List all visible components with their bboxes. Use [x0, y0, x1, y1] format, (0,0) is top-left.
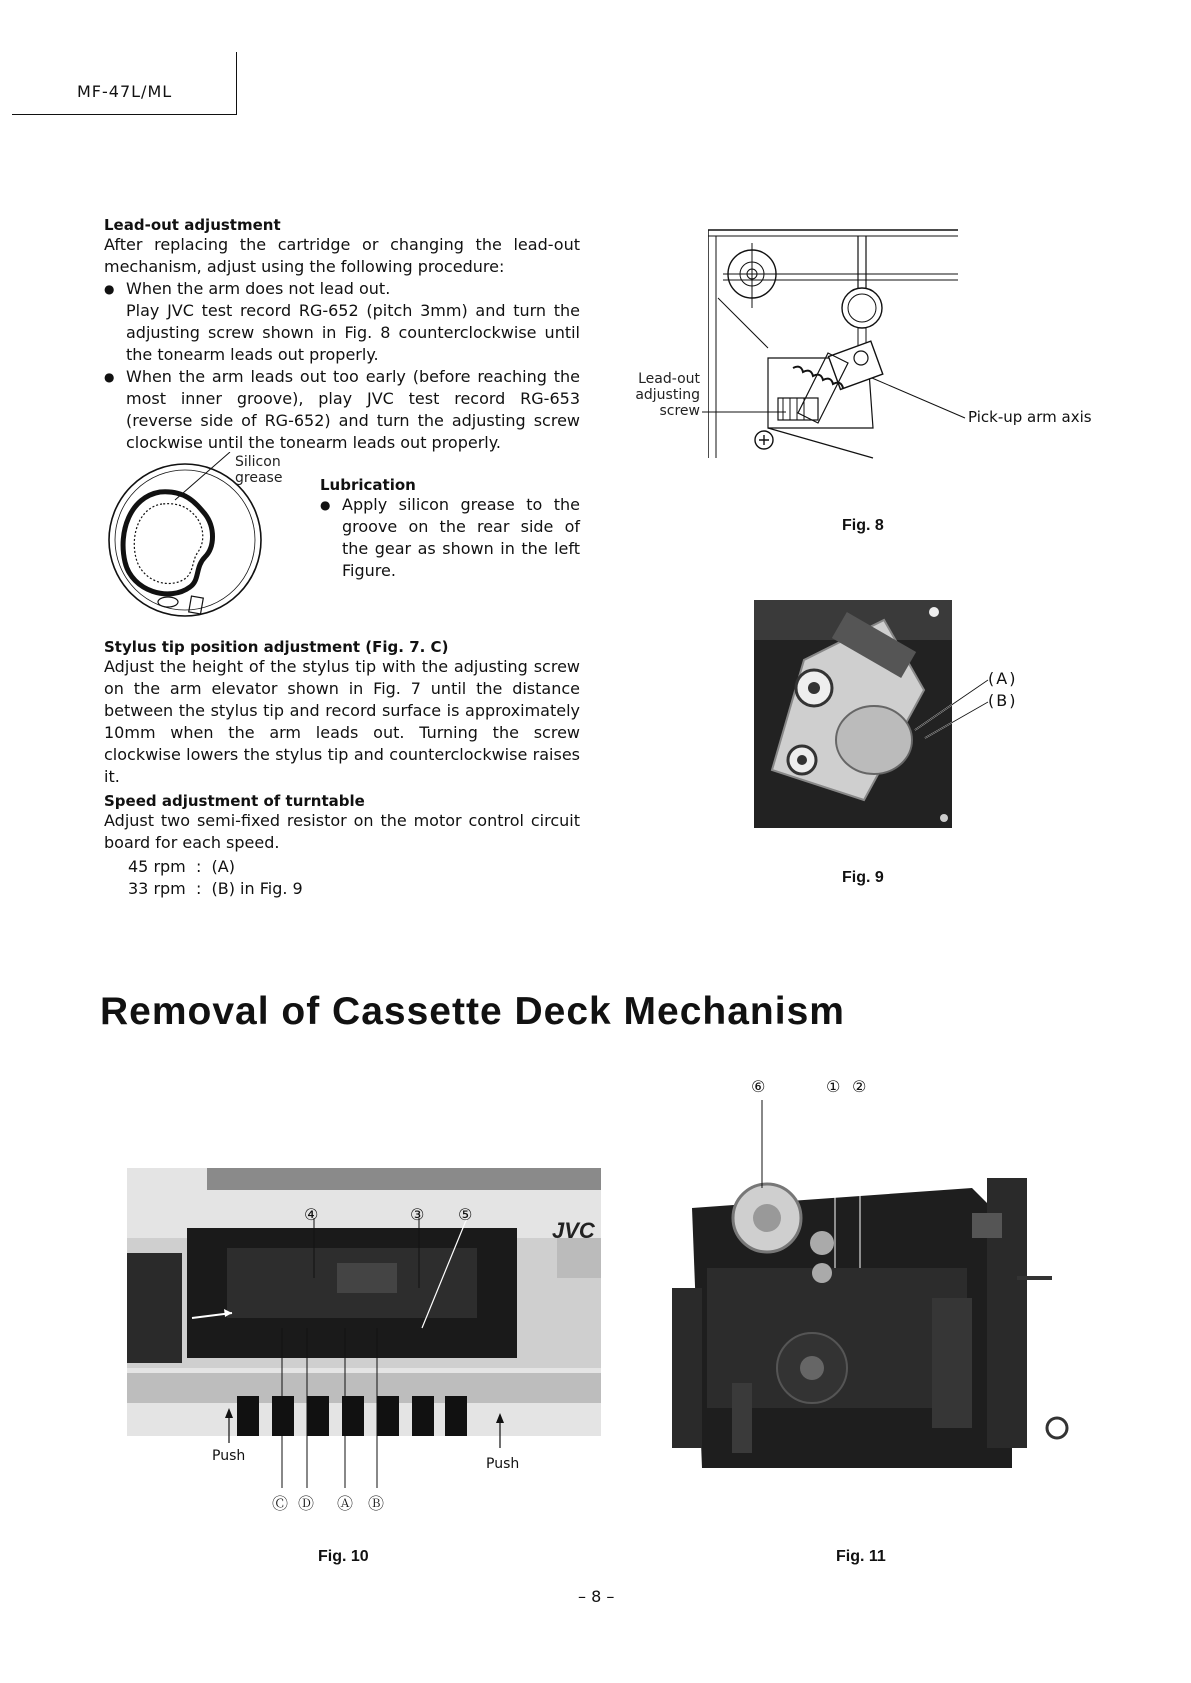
- fig10-push-right: Push: [486, 1456, 520, 1472]
- fig10-callout-5: ⑤: [458, 1205, 473, 1224]
- silicon-grease-label-line1: Silicon: [235, 454, 281, 470]
- speed-title: Speed adjustment of turntable: [104, 792, 365, 810]
- fig10-caption: Fig. 10: [318, 1548, 369, 1565]
- fig10-callout-a: Ⓐ: [337, 1494, 354, 1513]
- speed-row-33: 33 rpm : (B) in Fig. 9: [128, 879, 303, 898]
- fig9-label-a: (A): [988, 669, 1018, 688]
- fig8-drawing: [708, 228, 958, 468]
- lead-out-section: [104, 216, 580, 454]
- fig9-label-b: (B): [988, 691, 1018, 710]
- stylus-heading: [104, 638, 580, 656]
- fig8-svg: [708, 228, 958, 468]
- leadout-screw-label-2: adjusting: [635, 387, 700, 403]
- leadout-screw-label: [614, 371, 700, 419]
- pickup-arm-axis-label: Pick-up arm axis: [968, 408, 1092, 426]
- fig8-leader-lines: [700, 360, 970, 430]
- speed-section: [104, 792, 580, 900]
- speed-row-45: 45 rpm : (A): [128, 857, 235, 876]
- fig11-callout-lines: [672, 1088, 872, 1288]
- stylus-body: Adjust the height of the stylus tip with the adjusting screw on the arm elevator shown in Fig. 7 until the distance between the stylus tip and record surface is approximately 10mm when the arm leads out. Turning the screw clockwise lowers the stylus tip and counterclockwise raises it.: [104, 657, 580, 786]
- model-number: MF-47L/ML: [77, 82, 173, 101]
- stylus-title: Stylus tip position adjustment: [104, 638, 361, 656]
- lead-out-bullet-2: ● When the arm leads out too early (before reaching the most inner groove), play JVC test record RG-653 (reverse side of RG-652) and turn the adjusting screw clockwise until the tonearm leads out properly.: [104, 366, 580, 454]
- fig10-callout-4: ④: [304, 1205, 319, 1224]
- leadout-screw-label-3: screw: [659, 403, 700, 419]
- speed-body: Adjust two semi-fixed resistor on the motor control circuit board for each speed.: [104, 811, 580, 852]
- fig9-leader-lines: [910, 670, 990, 740]
- fig9-caption: Fig. 9: [842, 869, 884, 886]
- fig10-callout-d: Ⓓ: [298, 1494, 315, 1513]
- lead-out-bullet-1: [104, 278, 580, 366]
- page-number: – 8 –: [578, 1587, 615, 1606]
- lubrication-bullet: ● Apply silicon grease to the groove on the rear side of the gear as shown in the left Figure.: [320, 494, 580, 582]
- fig11-callout-6: ⑥: [751, 1077, 766, 1096]
- fig10-callout-c: Ⓒ: [272, 1494, 289, 1513]
- fig11-callout-2: ②: [852, 1077, 867, 1096]
- lead-out-intro: After replacing the cartridge or changing the lead-out mechanism, adjust using the following procedure:: [104, 235, 580, 276]
- fig10-push-left: Push: [212, 1448, 246, 1464]
- silicon-grease-label: [235, 454, 282, 486]
- silicon-grease-label-line2: grease: [235, 470, 283, 486]
- fig11-caption: Fig. 11: [836, 1548, 886, 1565]
- lubrication-section: [320, 476, 580, 582]
- lead-out-bullet-1-lead: ● When the arm does not lead out.: [126, 279, 391, 298]
- fig10-brand-logo: JVC: [552, 1218, 595, 1243]
- leadout-screw-label-1: Lead-out: [638, 371, 700, 387]
- stylus-fig-ref: (Fig. 7. C): [365, 638, 449, 656]
- lead-out-title: Lead-out adjustment: [104, 216, 281, 234]
- fig11-callout-1: ①: [826, 1077, 841, 1096]
- fig8-caption: Fig. 8: [842, 517, 884, 534]
- fig10-callout-b: Ⓑ: [368, 1494, 385, 1513]
- stylus-section: [104, 638, 580, 788]
- lubrication-title: Lubrication: [320, 476, 416, 494]
- section-title: Removal of Cassette Deck Mechanism: [100, 990, 845, 1033]
- lead-out-bullet-1-body: Play JVC test record RG-652 (pitch 3mm) and turn the adjusting screw shown in Fig. 8 counterclockwise until the tonearm leads out properly.: [126, 301, 580, 364]
- header-model-box: [12, 52, 237, 115]
- fig10-callout-lines: [127, 1168, 601, 1518]
- fig10-callout-3: ③: [410, 1205, 425, 1224]
